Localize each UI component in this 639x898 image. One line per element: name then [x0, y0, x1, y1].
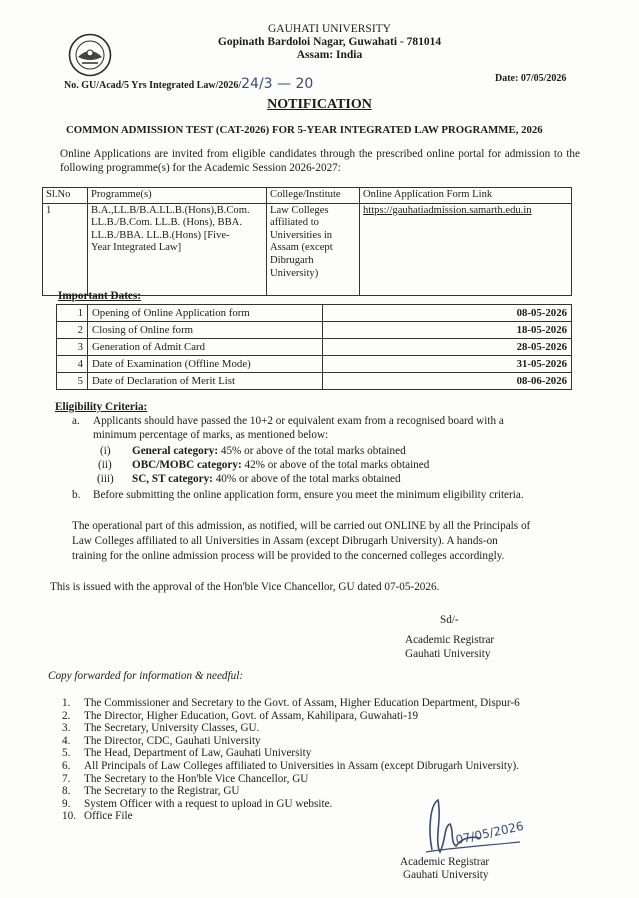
col-header-link: Online Application Form Link: [360, 188, 572, 204]
date-row-value: 18-05-2026: [323, 322, 572, 339]
sub-marker: (ii): [98, 459, 112, 471]
cell-college: [267, 203, 360, 295]
college-line: Universities in: [270, 229, 333, 241]
date-row-value: 31-05-2026: [323, 356, 572, 373]
cell-programme: [88, 203, 267, 295]
list-item-text: System Officer with a request to upload in GU website.: [84, 797, 333, 810]
table-row: [57, 339, 572, 356]
category-criteria: 45% or above of the total marks obtained: [218, 445, 406, 457]
category-line: [132, 445, 406, 459]
date-row-value: 08-05-2026: [323, 305, 572, 322]
category-name: OBC/MOBC category:: [132, 459, 242, 471]
category-line: [132, 459, 429, 473]
eligibility-a-line1: Applicants should have passed the 10+2 or equivalent exam from a recognised board with a: [93, 415, 504, 427]
eligibility-marker-a: a.: [72, 415, 80, 427]
cell-link: [360, 203, 572, 295]
programme-line: B.A.,LL.B/B.A.LL.B.(Hons),B.Com.: [91, 204, 250, 216]
list-item-number: 7.: [62, 772, 71, 785]
table-header-row: [43, 188, 572, 204]
sub-marker: (i): [100, 445, 111, 457]
signatory-designation: Academic Registrar: [400, 856, 490, 868]
page-title: NOTIFICATION: [267, 97, 372, 112]
operational-line: training for the online admission process will be provided to the concerned colleges accordingly.: [72, 550, 505, 562]
list-item-text: The Head, Department of Law, Gauhati University: [84, 747, 312, 760]
date-row-number: 4: [57, 356, 88, 373]
date-row-number: 3: [57, 339, 88, 356]
page-subtitle: COMMON ADMISSION TEST (CAT-2026) FOR 5-YEAR INTEGRATED LAW PROGRAMME, 2026: [66, 124, 543, 136]
intro-paragraph: Online Applications are invited from eligible candidates through the prescribed online portal for admission to the following programme(s) for the Academic Session 2026-2027:: [60, 148, 580, 174]
college-line: affiliated to: [270, 217, 319, 229]
college-line: University): [270, 267, 319, 279]
cell-slno: 1: [43, 203, 88, 295]
col-header-college: College/Institute: [267, 188, 360, 204]
list-item: [62, 747, 520, 760]
programme-line: Year Integrated Law]: [91, 242, 182, 254]
col-header-slno: Sl.No: [43, 188, 88, 204]
signature-handwritten-date: 07/05/2026: [454, 818, 525, 848]
approval-line: This is issued with the approval of the Hon'ble Vice Chancellor, GU dated 07-05-2026.: [50, 581, 440, 593]
programme-table: [42, 187, 572, 296]
eligibility-a-line2: minimum percentage of marks, as mentioned below:: [93, 429, 329, 441]
university-address: Gopinath Bardoloi Nagar, Guwahati - 781014: [217, 36, 442, 48]
date-row-label: Closing of Online form: [88, 322, 323, 339]
programme-line: LL.B./BBA. LL.B.(Hons) [Five-: [91, 229, 230, 241]
notification-date: Date: 07/05/2026: [495, 73, 567, 84]
college-line: Assam (except: [270, 242, 333, 254]
list-item-text: The Secretary to the Registrar, GU: [84, 785, 240, 798]
date-row-label: Date of Declaration of Merit List: [88, 373, 323, 390]
date-row-number: 5: [57, 373, 88, 390]
list-item-number: 6.: [62, 759, 71, 772]
list-item: [62, 722, 520, 735]
category-criteria: 40% or above of the total marks obtained: [212, 473, 401, 485]
list-item-number: 5.: [62, 747, 71, 760]
list-item-number: 4.: [62, 734, 71, 747]
list-item-text: The Director, Higher Education, Govt. of Assam, Kahilipara, Guwahati-19: [84, 709, 419, 722]
list-item: [62, 760, 520, 773]
category-line: [132, 473, 401, 487]
table-row: [57, 356, 572, 373]
reference-number: [64, 76, 313, 92]
list-item-text: Office File: [84, 810, 133, 823]
list-item-number: 3.: [62, 722, 71, 735]
eligibility-marker-b: b.: [72, 489, 81, 501]
university-country: Assam: India: [296, 49, 363, 61]
important-dates-heading: Important Dates:: [58, 290, 141, 302]
list-item-text: All Principals of Law Colleges affiliated to Universities in Assam (except Dibrugarh University).: [84, 759, 520, 772]
list-item: [62, 773, 520, 786]
category-name: General category:: [132, 445, 219, 457]
operational-line: The operational part of this admission, as notified, will be carried out ONLINE by all the Principals of: [72, 520, 531, 532]
sub-marker: (iii): [97, 473, 114, 485]
date-row-label: Date of Examination (Offline Mode): [88, 356, 323, 373]
table-row: [57, 322, 572, 339]
date-row-number: 2: [57, 322, 88, 339]
ref-number-handwritten: 24/3 — 20: [241, 76, 314, 92]
list-item-number: 9.: [62, 797, 71, 810]
date-row-value: 28-05-2026: [323, 339, 572, 356]
table-row: [57, 305, 572, 322]
operational-line: Law Colleges affiliated to all Universities in Assam (except Dibrugarh University). A hands-on: [72, 535, 498, 547]
eligibility-heading: Eligibility Criteria:: [55, 401, 148, 413]
signature-sd: Sd/-: [440, 614, 459, 626]
list-item-number: 2.: [62, 709, 71, 722]
date-row-value: 08-06-2026: [323, 373, 572, 390]
table-row: [43, 203, 572, 295]
date-row-number: 1: [57, 305, 88, 322]
application-portal-link[interactable]: https://gauhatiadmission.samarth.edu.in: [363, 204, 532, 216]
list-item: [62, 735, 520, 748]
university-name: GAUHATI UNIVERSITY: [268, 23, 391, 35]
list-item-number: 1.: [62, 697, 71, 709]
date-row-label: Opening of Online Application form: [88, 305, 323, 322]
signatory-designation: Academic Registrar: [405, 634, 495, 646]
category-criteria: 42% or above of the total marks obtained: [241, 459, 430, 471]
table-row: [57, 373, 572, 390]
category-name: SC, ST category:: [132, 473, 213, 485]
signatory-org: Gauhati University: [405, 648, 491, 660]
college-line: Dibrugarh: [270, 254, 314, 266]
important-dates-table: [56, 304, 572, 390]
list-item-text: The Secretary to the Hon'ble Vice Chancellor, GU: [84, 772, 309, 785]
ref-number-printed: No. GU/Acad/5 Yrs Integrated Law/2026/: [64, 80, 242, 91]
programme-line: LL.B./B.Com. LL.B. (Hons), BBA.: [91, 217, 242, 229]
list-item-text: The Director, CDC, Gauhati University: [84, 734, 261, 747]
signatory-org: Gauhati University: [403, 869, 489, 881]
list-item: [62, 710, 520, 723]
list-item: [62, 697, 520, 710]
college-line: Law Colleges: [270, 204, 329, 216]
list-item-text: The Secretary, University Classes, GU.: [84, 722, 260, 735]
eligibility-b-text: Before submitting the online application form, ensure you meet the minimum eligibility criteria.: [93, 489, 524, 501]
list-item-number: 8.: [62, 785, 71, 798]
list-item-text: The Commissioner and Secretary to the Govt. of Assam, Higher Education Department, Dispur-6: [84, 697, 520, 709]
copy-forwarded-heading: Copy forwarded for information & needful:: [48, 670, 244, 682]
list-item-number: 10.: [62, 810, 76, 823]
col-header-programme: Programme(s): [88, 188, 267, 204]
date-row-label: Generation of Admit Card: [88, 339, 323, 356]
